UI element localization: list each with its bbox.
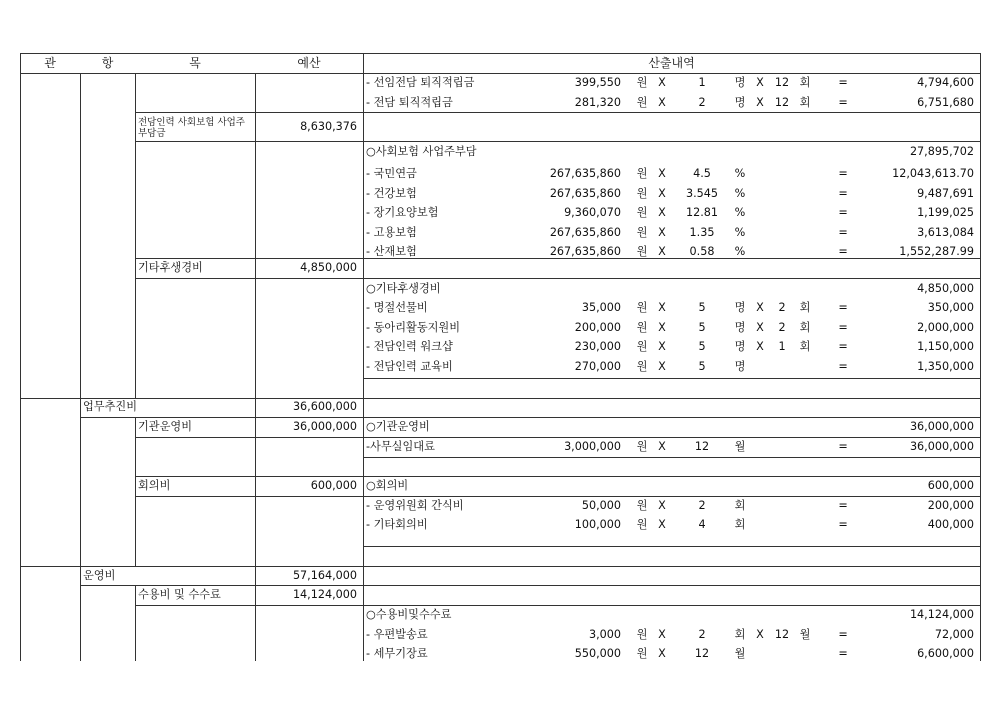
detail-item: ○기관운영비	[366, 420, 430, 433]
detail-total: 14,124,000	[909, 608, 974, 621]
header-bottom-border	[20, 73, 980, 74]
detail-amount: 399,550	[574, 76, 621, 89]
detail-total: 4,850,000	[917, 282, 974, 295]
detail-unit: 원	[636, 187, 648, 200]
detail-u1: %	[734, 226, 746, 239]
table-left-border	[20, 53, 21, 661]
detail-item: - 건강보험	[366, 187, 417, 200]
detail-item: ○회의비	[366, 479, 409, 492]
detail-item: - 선임전담 퇴직적립금	[366, 76, 475, 89]
detail-eq: =	[838, 440, 848, 453]
detail-amount: 50,000	[581, 499, 621, 512]
detail-total: 12,043,613.70	[892, 167, 974, 180]
detail-border	[363, 278, 980, 279]
detail-item: - 기타회의비	[366, 518, 428, 531]
detail-u1: %	[734, 245, 746, 258]
detail-amount: 200,000	[574, 321, 621, 334]
detail-op2: X	[756, 76, 764, 89]
detail-border	[363, 378, 980, 379]
detail-unit: 원	[636, 96, 648, 109]
row-border	[135, 605, 363, 606]
detail-u1: 명	[734, 360, 746, 373]
detail-unit: 원	[636, 76, 648, 89]
detail-unit: 원	[636, 647, 648, 660]
detail-total: 4,794,600	[917, 76, 974, 89]
detail-u1: 명	[734, 76, 746, 89]
detail-u1: 회	[734, 518, 746, 531]
row-border	[135, 258, 363, 259]
detail-op1: X	[658, 518, 666, 531]
detail-total: 36,000,000	[909, 440, 974, 453]
detail-q1: 2	[698, 96, 706, 109]
hang-budget: 57,164,000	[292, 569, 357, 582]
detail-item: - 국민연금	[366, 167, 417, 180]
detail-total: 600,000	[927, 479, 974, 492]
detail-op1: X	[658, 360, 666, 373]
detail-eq: =	[838, 321, 848, 334]
detail-border	[363, 496, 980, 497]
detail-eq: =	[838, 340, 848, 353]
detail-border	[363, 546, 980, 547]
detail-q1: 1	[698, 76, 706, 89]
detail-item: - 동아리활동지원비	[366, 321, 461, 334]
detail-op1: X	[658, 76, 666, 89]
detail-op1: X	[658, 340, 666, 353]
detail-op1: X	[658, 226, 666, 239]
detail-border	[363, 476, 980, 477]
col-divider-gwan	[80, 73, 81, 661]
detail-item: - 우편발송료	[366, 628, 428, 641]
detail-amount: 100,000	[574, 518, 621, 531]
detail-item: - 명절선물비	[366, 301, 428, 314]
detail-op1: X	[658, 440, 666, 453]
hang-label: 업무추진비	[83, 400, 138, 413]
detail-q1: 5	[698, 321, 706, 334]
detail-u1: 회	[734, 499, 746, 512]
detail-unit: 원	[636, 499, 648, 512]
detail-u2: 회	[799, 301, 811, 314]
detail-item: -사무실임대료	[366, 440, 435, 453]
detail-total: 36,000,000	[909, 420, 974, 433]
row-border	[135, 496, 363, 497]
detail-eq: =	[838, 187, 848, 200]
detail-eq: =	[838, 301, 848, 314]
detail-op2: X	[756, 301, 764, 314]
detail-total: 3,613,084	[917, 226, 974, 239]
detail-q1: 4.5	[693, 167, 711, 180]
detail-total: 1,199,025	[917, 206, 974, 219]
detail-u1: 명	[734, 301, 746, 314]
detail-op1: X	[658, 187, 666, 200]
detail-eq: =	[838, 518, 848, 531]
detail-item: - 전담인력 교육비	[366, 360, 453, 373]
detail-eq: =	[838, 245, 848, 258]
detail-unit: 원	[636, 321, 648, 334]
detail-q1: 1.35	[689, 226, 715, 239]
detail-amount: 267,635,860	[549, 226, 621, 239]
detail-q2: 1	[778, 340, 786, 353]
detail-u1: 명	[734, 340, 746, 353]
detail-u1: 회	[734, 628, 746, 641]
budget-table	[20, 53, 980, 661]
detail-eq: =	[838, 226, 848, 239]
detail-border	[363, 605, 980, 606]
detail-item: - 전담 퇴직적립금	[366, 96, 453, 109]
detail-total: 1,350,000	[917, 360, 974, 373]
detail-q1: 4	[698, 518, 706, 531]
detail-u2: 회	[799, 76, 811, 89]
row-border	[20, 398, 80, 399]
detail-q2: 12	[774, 628, 790, 641]
detail-total: 6,751,680	[917, 96, 974, 109]
detail-border	[363, 112, 980, 113]
detail-amount: 267,635,860	[549, 187, 621, 200]
detail-u1: 월	[734, 647, 746, 660]
detail-total: 1,150,000	[917, 340, 974, 353]
mok-label: 기타후생경비	[138, 261, 203, 274]
mok-budget: 36,000,000	[292, 420, 357, 433]
detail-q1: 12.81	[685, 206, 719, 219]
hang-budget: 36,600,000	[292, 400, 357, 413]
detail-amount: 35,000	[581, 301, 621, 314]
col-divider-hang-1	[135, 73, 136, 398]
detail-u2: 회	[799, 340, 811, 353]
detail-total: 6,600,000	[917, 647, 974, 660]
col-divider-hang-3	[135, 585, 136, 661]
detail-unit: 원	[636, 518, 648, 531]
detail-total: 2,000,000	[917, 321, 974, 334]
detail-q1: 2	[698, 628, 706, 641]
detail-u1: 명	[734, 96, 746, 109]
header-detail: 산출내역	[648, 56, 695, 70]
mok-label: 수용비 및 수수료	[138, 588, 221, 601]
row-border	[80, 585, 363, 586]
detail-u1: 명	[734, 321, 746, 334]
detail-eq: =	[838, 76, 848, 89]
detail-op1: X	[658, 301, 666, 314]
detail-amount: 267,635,860	[549, 167, 621, 180]
detail-q2: 12	[774, 96, 790, 109]
detail-total: 1,552,287.99	[899, 245, 974, 258]
detail-eq: =	[838, 628, 848, 641]
detail-item: ○사회보험 사업주부담	[366, 145, 477, 158]
row-border	[135, 112, 363, 113]
table-top-border	[20, 53, 980, 54]
detail-total: 200,000	[927, 499, 974, 512]
mok-budget: 8,630,376	[300, 120, 357, 133]
detail-op2: X	[756, 96, 764, 109]
detail-op1: X	[658, 167, 666, 180]
detail-unit: 원	[636, 628, 648, 641]
detail-item: ○수용비및수수료	[366, 608, 452, 621]
detail-q1: 0.58	[689, 245, 715, 258]
detail-unit: 원	[636, 301, 648, 314]
detail-unit: 원	[636, 440, 648, 453]
detail-unit: 원	[636, 340, 648, 353]
detail-amount: 281,320	[574, 96, 621, 109]
row-border	[135, 141, 363, 142]
detail-amount: 9,360,070	[564, 206, 621, 219]
mok-label: 전담인력 사회보험 사업주부담금	[138, 117, 245, 139]
detail-border	[363, 417, 980, 418]
detail-u2: 회	[799, 96, 811, 109]
detail-op1: X	[658, 321, 666, 334]
detail-item: - 장기요양보험	[366, 206, 439, 219]
detail-q1: 2	[698, 499, 706, 512]
detail-u2: 월	[799, 628, 811, 641]
detail-border	[363, 566, 980, 567]
detail-u1: %	[734, 206, 746, 219]
detail-amount: 230,000	[574, 340, 621, 353]
detail-item: - 산재보험	[366, 245, 417, 258]
col-divider-budget	[363, 53, 364, 661]
detail-total: 27,895,702	[909, 145, 974, 158]
detail-border	[363, 585, 980, 586]
detail-op1: X	[658, 206, 666, 219]
detail-q1: 5	[698, 340, 706, 353]
detail-q1: 12	[694, 647, 710, 660]
header-mok: 목	[189, 56, 201, 70]
detail-q2: 12	[774, 76, 790, 89]
detail-op2: X	[756, 321, 764, 334]
header-budget: 예산	[297, 56, 321, 70]
detail-border	[363, 457, 980, 458]
row-border	[80, 417, 363, 418]
detail-eq: =	[838, 499, 848, 512]
detail-item: ○기타후생경비	[366, 282, 441, 295]
detail-eq: =	[838, 360, 848, 373]
col-divider-hang-2	[135, 417, 136, 566]
detail-item: - 세무기장료	[366, 647, 428, 660]
detail-eq: =	[838, 206, 848, 219]
detail-border	[363, 437, 980, 438]
detail-total: 400,000	[927, 518, 974, 531]
detail-u1: %	[734, 167, 746, 180]
table-right-border	[980, 53, 981, 661]
detail-op2: X	[756, 340, 764, 353]
detail-unit: 원	[636, 206, 648, 219]
detail-amount: 267,635,860	[549, 245, 621, 258]
header-gwan: 관	[44, 56, 56, 70]
header-hang: 항	[101, 56, 114, 70]
row-border	[20, 566, 363, 567]
detail-item: - 고용보험	[366, 226, 417, 239]
mok-label: 회의비	[138, 479, 171, 492]
detail-op1: X	[658, 647, 666, 660]
detail-op1: X	[658, 628, 666, 641]
detail-amount: 3,000	[588, 628, 621, 641]
detail-op2: X	[756, 628, 764, 641]
detail-q2: 2	[778, 321, 786, 334]
detail-q1: 3.545	[685, 187, 719, 200]
detail-total: 72,000	[934, 628, 974, 641]
detail-total: 350,000	[927, 301, 974, 314]
detail-item: - 전담인력 워크샵	[366, 340, 453, 353]
detail-q1: 5	[698, 301, 706, 314]
detail-item: - 운영위원회 간식비	[366, 499, 464, 512]
detail-op1: X	[658, 499, 666, 512]
detail-q2: 2	[778, 301, 786, 314]
detail-amount: 270,000	[574, 360, 621, 373]
detail-eq: =	[838, 96, 848, 109]
row-border	[135, 476, 363, 477]
detail-unit: 원	[636, 360, 648, 373]
detail-q1: 12	[694, 440, 710, 453]
detail-op1: X	[658, 245, 666, 258]
detail-eq: =	[838, 647, 848, 660]
detail-q1: 5	[698, 360, 706, 373]
detail-eq: =	[838, 167, 848, 180]
row-border	[80, 398, 363, 399]
detail-unit: 원	[636, 226, 648, 239]
detail-unit: 원	[636, 245, 648, 258]
detail-u1: %	[734, 187, 746, 200]
detail-border	[363, 141, 980, 142]
mok-label: 기관운영비	[138, 420, 193, 433]
mok-budget: 4,850,000	[300, 261, 357, 274]
row-border	[135, 437, 363, 438]
detail-u2: 회	[799, 321, 811, 334]
mok-budget: 14,124,000	[292, 588, 357, 601]
mok-budget: 600,000	[310, 479, 357, 492]
detail-u1: 월	[734, 440, 746, 453]
detail-amount: 3,000,000	[564, 440, 621, 453]
row-border	[135, 278, 363, 279]
detail-unit: 원	[636, 167, 648, 180]
detail-op1: X	[658, 96, 666, 109]
hang-label: 운영비	[83, 569, 116, 582]
detail-border	[363, 398, 980, 399]
detail-amount: 550,000	[574, 647, 621, 660]
detail-total: 9,487,691	[917, 187, 974, 200]
